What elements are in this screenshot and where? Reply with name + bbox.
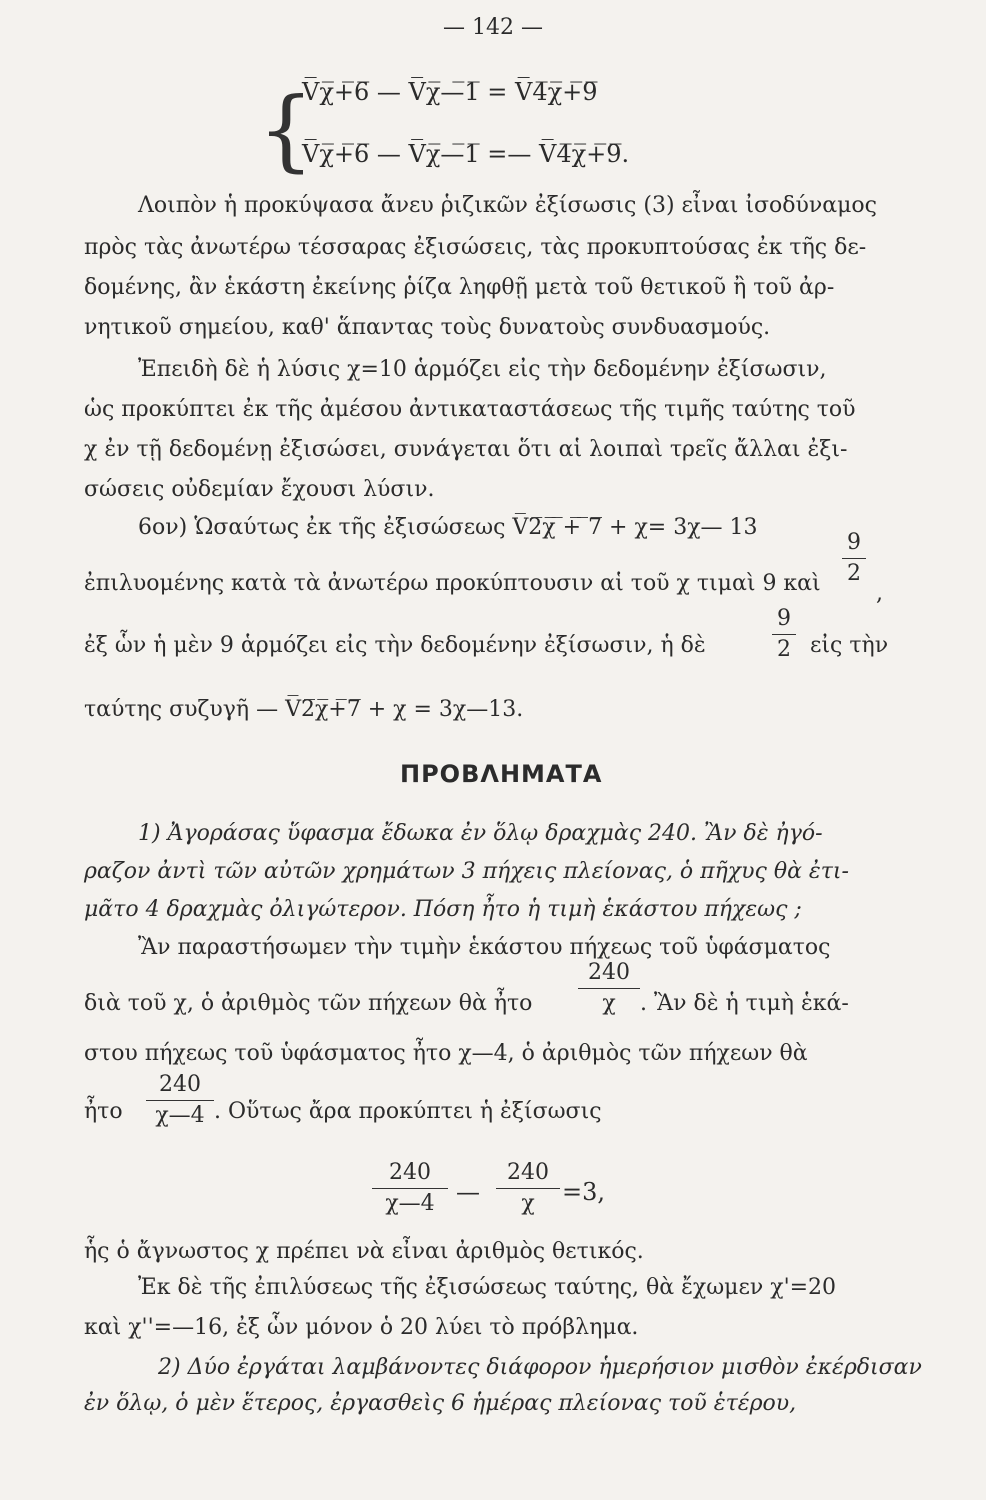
para3-line-1: 6ον) Ὡσαύτως ἐκ τῆς ἐξισώσεως V̅2̅χ̅ ̅+̅ ̅7̅ + χ= 3χ— 13 xyxy=(138,515,758,540)
section-heading: ΠΡΟΒΛΗΜΑΤΑ xyxy=(400,760,603,788)
para2-line-2: ὡς προκύπτει ἐκ τῆς ἀμέσου ἀντικαταστάσεως τῆς τιμῆς ταύτης τοῦ xyxy=(84,397,856,422)
equation-fraction-1 xyxy=(372,1160,448,1217)
fraction-9-over-2-a xyxy=(842,530,866,587)
fraction-numerator: 240 xyxy=(159,1072,201,1097)
solution-line-5: ἧς ὁ ἄγνωστος χ πρέπει νὰ εἶναι ἀριθμὸς θετικός. xyxy=(84,1239,644,1264)
solution-line-2b: . Ἂν δὲ ἡ τιμὴ ἑκά- xyxy=(640,991,849,1016)
solution-line-4b: . Οὕτως ἄρα προκύπτει ἡ ἐξίσωσις xyxy=(214,1099,602,1124)
para3-line-2: ἐπιλυομένης κατὰ τὰ ἀνωτέρω προκύπτουσιν αἱ τοῦ χ τιμαὶ 9 καὶ xyxy=(84,571,821,596)
problem1-line-2: ραζον ἀντὶ τῶν αὐτῶν χρημάτων 3 πήχεις πλείονας, ὁ πῆχυς θὰ ἐτι- xyxy=(84,859,849,884)
page-number: — 142 — xyxy=(443,15,543,40)
fraction-240-over-x xyxy=(578,960,640,1017)
solution-line-3: στου πήχεως τοῦ ὑφάσματος ἦτο χ—4, ὁ ἀριθμὸς τῶν πήχεων θὰ xyxy=(84,1041,808,1066)
fraction-numerator: 9 xyxy=(777,606,791,631)
fraction-240-over-x-minus-4 xyxy=(146,1072,214,1129)
solution-line-1: Ἂν παραστήσωμεν τὴν τιμὴν ἑκάστου πήχεως τοῦ ὑφάσματος xyxy=(138,935,831,960)
fraction-denominator: 2 xyxy=(847,561,861,586)
para3-line-3b: εἰς τὴν xyxy=(810,633,889,658)
problem2-line-2: ἐν ὅλῳ, ὁ μὲν ἕτερος, ἐργασθεὶς 6 ἡμέρας πλείονας τοῦ ἑτέρου, xyxy=(84,1391,797,1416)
solution-line-2a: διὰ τοῦ χ, ὁ ἀριθμὸς τῶν πήχεων θὰ ἦτο xyxy=(84,991,533,1016)
fraction-denominator: 2 xyxy=(777,637,791,662)
equation-fraction-2 xyxy=(496,1160,560,1217)
fraction-bar xyxy=(496,1188,560,1189)
equation-system-line-2: V̅χ̅+̅6̅ — V̅χ̅—̅1̅ =— V̅4̅χ̅+̅9̅. xyxy=(302,140,630,168)
solution-line-7: καὶ χ''=—16, ἐξ ὧν μόνον ὁ 20 λύει τὸ πρόβλημα. xyxy=(84,1315,639,1340)
fraction-numerator: 240 xyxy=(588,960,630,985)
fraction-denominator: χ—4 xyxy=(155,1103,205,1128)
solution-line-4a: ἦτο xyxy=(84,1099,123,1124)
equation-system-line-1: V̅χ̅+̅6̅ — V̅χ̅—̅1̅ = V̅4̅χ̅+̅9̅ xyxy=(302,78,598,106)
para2-line-1: Ἐπειδὴ δὲ ἡ λύσις χ=10 ἁρμόζει εἰς τὴν δεδομένην ἐξίσωσιν, xyxy=(138,357,827,382)
fraction-bar xyxy=(578,988,640,989)
fraction-numerator: 9 xyxy=(847,530,861,555)
equation-rhs: =3, xyxy=(562,1178,606,1206)
para2-line-4: σώσεις οὐδεμίαν ἔχουσι λύσιν. xyxy=(84,477,435,502)
fraction-numerator: 240 xyxy=(389,1160,431,1185)
fraction-denominator: χ—4 xyxy=(385,1191,435,1216)
para1-line-4: νητικοῦ σημείου, καθ' ἅπαντας τοὺς δυνατοὺς συνδυασμούς. xyxy=(84,315,771,340)
para3-comma: , xyxy=(876,581,883,606)
para3-line-3a: ἐξ ὧν ἡ μὲν 9 ἁρμόζει εἰς τὴν δεδομένην ἐξίσωσιν, ἡ δὲ xyxy=(84,633,706,658)
para1-line-1: Λοιπὸν ἡ προκύψασα ἄνευ ῥιζικῶν ἐξίσωσις (3) εἶναι ἰσοδύναμος xyxy=(138,193,877,218)
fraction-bar xyxy=(372,1188,448,1189)
problem2-line-1: 2) Δύο ἐργάται λαμβάνοντες διάφορον ἡμερήσιον μισθὸν ἐκέρδισαν xyxy=(158,1355,922,1380)
para1-line-2: πρὸς τὰς ἀνωτέρω τέσσαρας ἐξισώσεις, τὰς προκυπτούσας ἐκ τῆς δε- xyxy=(84,235,867,260)
fraction-bar xyxy=(146,1100,214,1101)
para1-line-3: δομένης, ἂν ἑκάστη ἐκείνης ῥίζα ληφθῇ μετὰ τοῦ θετικοῦ ἢ τοῦ ἀρ- xyxy=(84,275,835,300)
para2-line-3: χ ἐν τῇ δεδομένῃ ἐξισώσει, συνάγεται ὅτι αἱ λοιπαὶ τρεῖς ἄλλαι ἐξι- xyxy=(84,437,848,462)
fraction-denominator: χ xyxy=(521,1191,535,1216)
system-brace: { xyxy=(258,78,314,181)
fraction-bar xyxy=(772,634,796,635)
para3-line-4: ταύτης συζυγῆ — V̅2̅χ̅+̅7̅ + χ = 3χ—13. xyxy=(84,697,524,722)
fraction-bar xyxy=(842,558,866,559)
fraction-9-over-2-b xyxy=(772,606,796,663)
problem1-line-3: μᾶτο 4 δραχμὰς ὀλιγώτερον. Πόση ἦτο ἡ τιμὴ ἑκάστου πήχεως ; xyxy=(84,897,802,922)
fraction-numerator: 240 xyxy=(507,1160,549,1185)
equation-minus: — xyxy=(456,1178,480,1206)
fraction-denominator: χ xyxy=(602,991,616,1016)
solution-line-6: Ἐκ δὲ τῆς ἐπιλύσεως τῆς ἐξισώσεως ταύτης, θὰ ἔχωμεν χ'=20 xyxy=(138,1275,837,1300)
problem1-line-1: 1) Ἀγοράσας ὕφασμα ἔδωκα ἐν ὅλῳ δραχμὰς 240. Ἂν δὲ ἠγό- xyxy=(138,821,823,846)
